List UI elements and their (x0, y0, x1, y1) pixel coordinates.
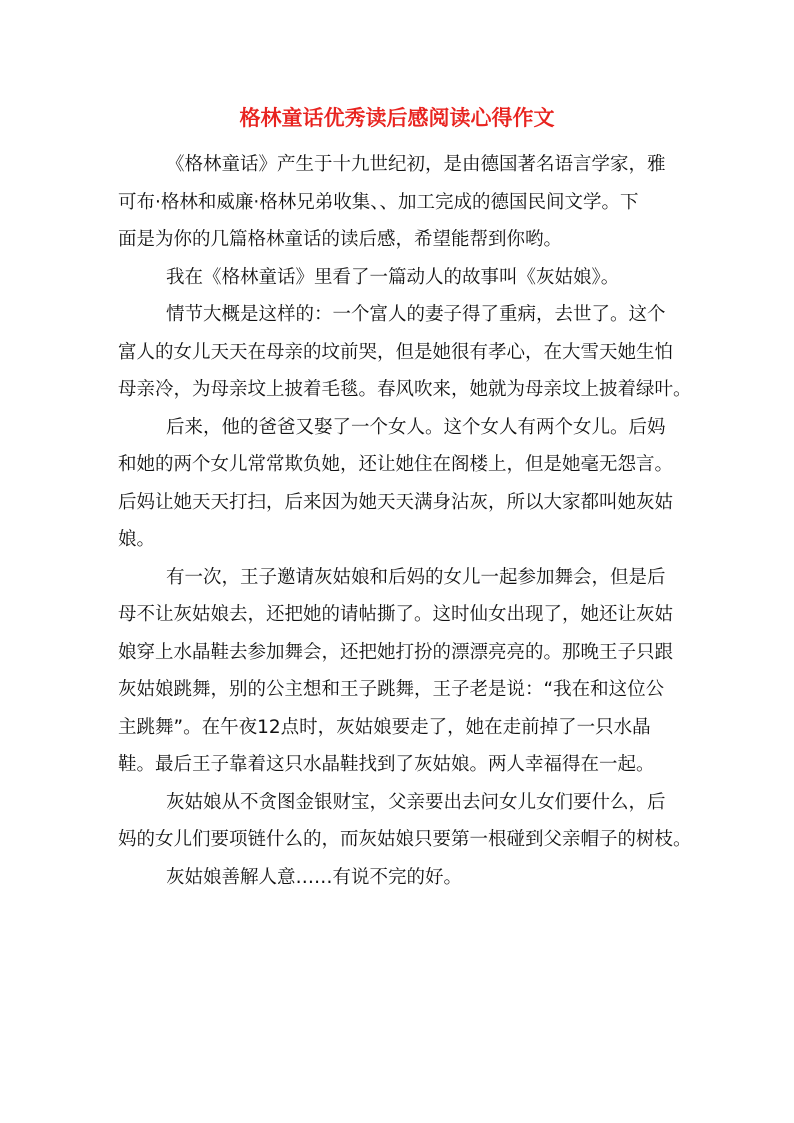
text-line: 可布·格林和威廉·格林兄弟收集、、加工完成的德国民间文学。下 (118, 191, 639, 213)
text-line: 有一次，王子邀请灰姑娘和后妈的女儿一起参加舞会，但是后 (166, 566, 666, 588)
document-title: 格林童话优秀读后感阅读心得作文 (239, 105, 555, 130)
text-line: 娘穿上水晶鞋去参加舞会，还把她打扮的漂漂亮亮的。那晚王子只跟 (118, 641, 674, 663)
text-line: 面是为你的几篇格林童话的读后感，希望能帮到你哟。 (118, 229, 563, 250)
text-line: 灰姑娘从不贪图金银财宝，父亲要出去问女儿女们要什么，后 (166, 791, 666, 813)
text-line: 灰姑娘跳舞，别的公主想和王子跳舞，王子老是说：“我在和这位公 (118, 679, 665, 700)
text-line: 鞋。最后王子靠着这只水晶鞋找到了灰姑娘。两人幸福得在一起。 (118, 754, 655, 775)
text-line: 母不让灰姑娘去，还把她的请帖撕了。这时仙女出现了，她还让灰姑 (118, 604, 674, 625)
text-line: 母亲冷，为母亲坟上披着毛毯。春风吹来，她就为母亲坟上披着绿叶。 (118, 379, 692, 400)
text-line: 主跳舞”。在午夜12点时，灰姑娘要走了，她在走前掉了一只水晶 (118, 716, 651, 738)
text-line: 《格林童话》产生于十九世纪初，是由德国著名语言学家，雅 (166, 154, 666, 175)
text-line: 后来，他的爸爸又娶了一个女人。这个女人有两个女儿。后妈 (166, 416, 666, 438)
text-line: 娘。 (118, 529, 156, 550)
text-line: 灰姑娘善解人意……有说不完的好。 (166, 866, 463, 888)
text-line: 后妈让她天天打扫，后来因为她天天满身沾灰，所以大家都叫她灰姑 (118, 491, 674, 513)
document-body (118, 146, 690, 896)
text-line: 和她的两个女儿常常欺负她，还让她住在阁楼上，但是她毫无怨言。 (118, 454, 674, 475)
text-line: 我在《格林童话》里看了一篇动人的故事叫《灰姑娘》。 (166, 266, 620, 288)
text-line: 情节大概是这样的：一个富人的妻子得了重病，去世了。这个 (166, 304, 666, 325)
text-line: 妈的女儿们要项链什么的，而灰姑娘只要第一根碰到父亲帽子的树枝。 (118, 829, 692, 850)
text-line: 富人的女儿天天在母亲的坟前哭，但是她很有孝心，在大雪天她生怕 (118, 341, 674, 363)
